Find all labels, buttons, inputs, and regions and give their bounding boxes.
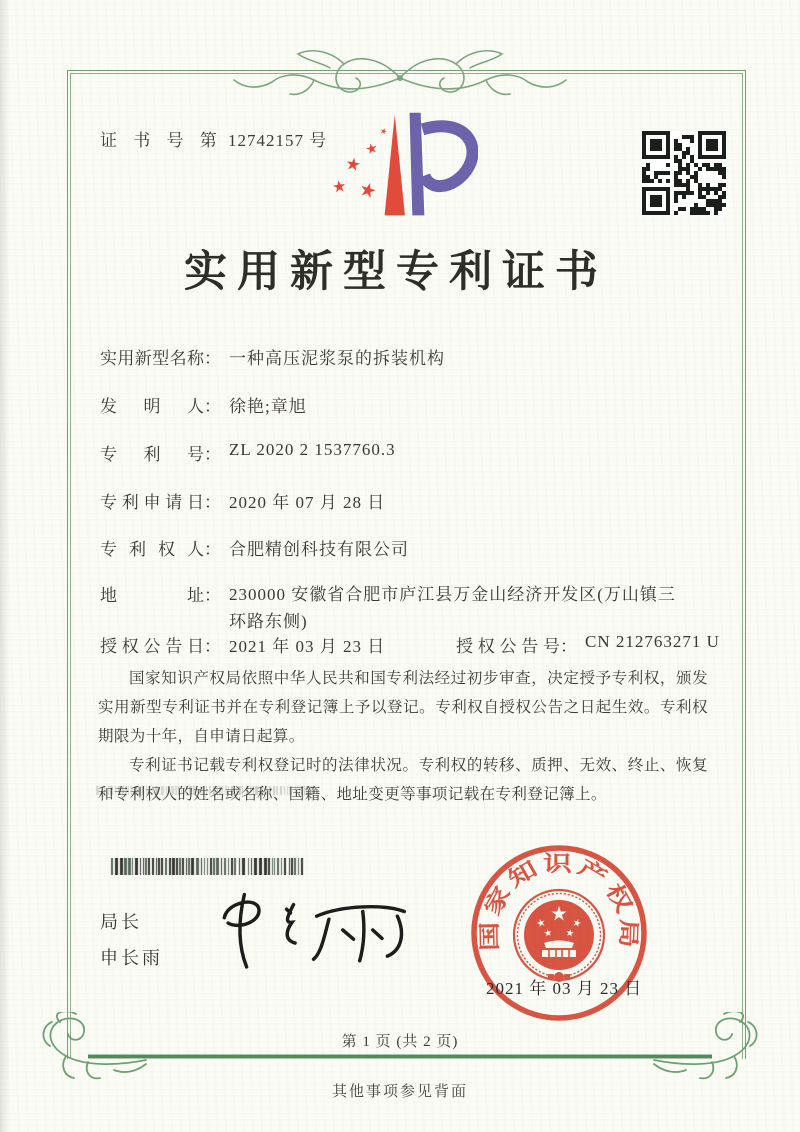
field-value: 2020 年 07 月 28 日 (229, 493, 386, 512)
field-value: 2021 年 03 月 23 日 (229, 637, 386, 656)
certificate-number-prefix: 证 书 号 第 (100, 131, 223, 150)
page-indicator: 第 1 页 (共 2 页) (341, 1034, 459, 1050)
certificate-number-suffix: 号 (309, 131, 333, 150)
barcode-ghost (95, 786, 315, 795)
field-colon: ： (204, 397, 221, 416)
certificate-number-value: 12742157 (228, 131, 304, 150)
bottom-rule (88, 1054, 712, 1059)
barcode (110, 858, 308, 875)
field-row-invention-name (100, 344, 445, 369)
field-colon: ： (560, 637, 577, 656)
field-row-grant (100, 632, 720, 657)
field-row-patent-number (100, 440, 396, 465)
scan-edge-shadow (0, 0, 10, 1132)
legal-paragraph: 国家知识产权局依照中华人民共和国专利法经过初步审查，决定授予专利权，颁发实用新型专利证书并在专利登记簿上予以登记。专利权自授权公告之日起生效。专利权期限为十年，自申请日起算。 (98, 670, 708, 745)
field-colon: ： (204, 493, 221, 512)
field-label: 专利号 (100, 445, 204, 464)
field-value: ZL 2020 2 1537760.3 (229, 440, 396, 459)
field-pair-grant-number (456, 632, 720, 657)
field-colon: ： (204, 349, 221, 368)
field-row-inventor (100, 392, 307, 417)
field-label: 地址 (100, 586, 204, 605)
field-row-filing-date (100, 488, 385, 513)
field-value: 徐艳;章旭 (229, 397, 307, 416)
field-label: 专利申请日 (100, 493, 204, 512)
field-colon: ： (204, 586, 221, 605)
field-colon: ： (204, 637, 221, 656)
legal-paragraph: 专利证书记载专利权登记时的法律状况。专利权的转移、质押、无效、终止、恢复和专利权人的姓名或名称、国籍、地址变更等事项记载在专利登记簿上。 (98, 757, 708, 803)
field-label: 授权公告号 (456, 637, 560, 656)
field-value: 230000 安徽省合肥市庐江县万金山经济开发区(万山镇三环路东侧) (229, 585, 676, 631)
qr-code (642, 131, 726, 215)
back-note: 其他事项参见背面 (331, 1084, 468, 1100)
cnipa-logo-icon (330, 110, 478, 232)
director-name: 申长雨 (100, 948, 163, 968)
seal-agency-text: 国家知识产权局 (476, 851, 642, 952)
field-row-patentee (100, 535, 409, 560)
seal-date: 2021 年 03 月 23 日 (486, 979, 643, 998)
director-title: 局长 (100, 912, 142, 932)
field-value: 合肥精创科技有限公司 (229, 540, 409, 559)
field-colon: ： (204, 445, 221, 464)
field-value: 一种高压泥浆泵的拆装机构 (229, 349, 445, 368)
certificate-number (100, 126, 332, 151)
field-label: 发明人 (100, 397, 204, 416)
top-ornament-icon (232, 46, 568, 108)
shen-changyu-signature-icon (212, 878, 412, 982)
field-value: CN 212763271 U (585, 632, 720, 651)
certificate-title: 实用新型专利证书 (184, 249, 608, 296)
field-row-address (100, 581, 691, 635)
field-label: 授权公告日 (100, 637, 204, 656)
field-label: 实用新型名称 (100, 349, 204, 368)
field-colon: ： (204, 540, 221, 559)
field-label: 专利权人 (100, 540, 204, 559)
